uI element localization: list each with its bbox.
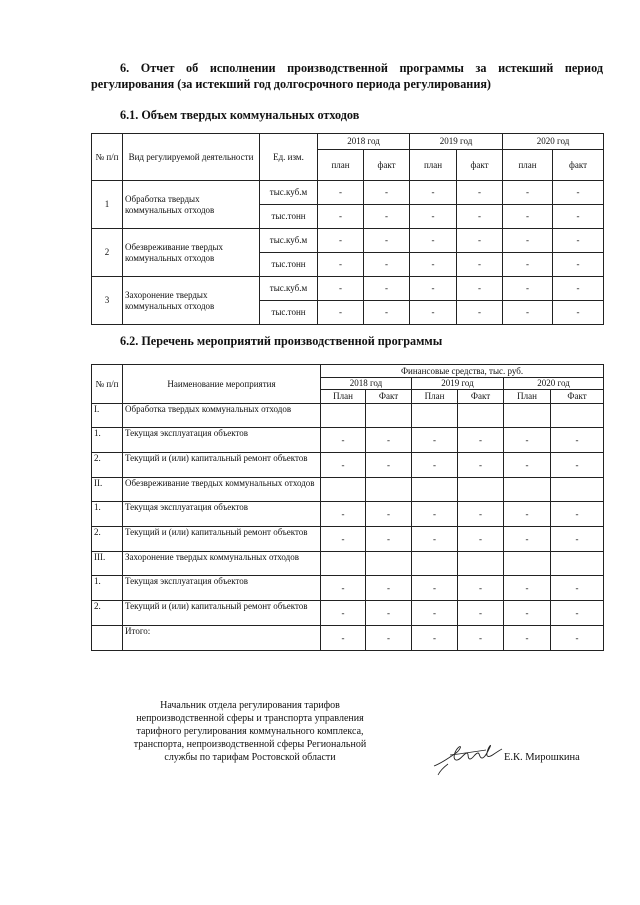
cell-value: - [551,527,604,552]
row-num: III. [92,552,123,576]
section-6-1-title: 6.1. Объем твердых коммунальных отходов [120,108,360,122]
cell-value: - [410,301,457,325]
header-plan: план [503,150,553,181]
cell-value: - [551,502,604,527]
cell-value: - [553,253,604,277]
cell-value: - [321,626,366,651]
cell-value: - [553,181,604,205]
cell-value: - [551,453,604,478]
cell-value: - [321,576,366,601]
cell-value: - [551,428,604,453]
row-measure: Обезвреживание твердых коммунальных отходов [123,478,321,502]
cell-value: - [364,181,410,205]
table-row [92,181,604,205]
cell-value: - [366,453,412,478]
cell-value: - [457,301,503,325]
row-activity: Обработка твердых коммунальных отходов [123,181,260,229]
cell-value: - [504,601,551,626]
cell-value [412,552,458,576]
cell-value: - [318,205,364,229]
cell-value: - [318,301,364,325]
header-plan: план [410,150,457,181]
cell-value: - [457,205,503,229]
section-6-2-title: 6.2. Перечень мероприятий производственной программы [120,334,443,348]
row-num: 1. [92,428,123,453]
cell-value: - [412,428,458,453]
cell-value [458,404,504,428]
cell-value: - [503,229,553,253]
cell-value: - [458,626,504,651]
row-num: 3 [92,277,123,325]
cell-value [321,404,366,428]
volume-table [91,133,604,325]
cell-value: - [412,453,458,478]
cell-value: - [364,277,410,301]
cell-value [504,404,551,428]
table-row [92,229,604,253]
section-6-title: 6. Отчет об исполнении производственной программы за истекший период регулирования (за истекший год долгосрочного периода регулирования) [91,61,603,91]
cell-value [458,478,504,502]
cell-value: - [504,428,551,453]
cell-value: - [503,205,553,229]
cell-value: - [553,205,604,229]
cell-value [412,478,458,502]
row-num: 2. [92,601,123,626]
row-unit: тыс.куб.м [260,277,318,301]
cell-value [458,552,504,576]
cell-value: - [412,502,458,527]
cell-value: - [366,601,412,626]
table-row [92,404,604,428]
row-measure: Захоронение твердых коммунальных отходов [123,552,321,576]
cell-value: - [364,301,410,325]
cell-value [504,552,551,576]
header-year: 2019 год [410,134,503,150]
cell-value: - [366,576,412,601]
cell-value: - [457,253,503,277]
cell-value: - [412,527,458,552]
cell-value: - [321,601,366,626]
row-measure: Текущая эксплуатация объектов [123,576,321,601]
cell-value [321,552,366,576]
position-line: службы по тарифам Ростовской области [164,752,336,763]
header-num: № п/п [92,365,123,404]
row-measure: Текущая эксплуатация объектов [123,428,321,453]
row-measure: Текущий и (или) капитальный ремонт объектов [123,601,321,626]
cell-value: - [551,576,604,601]
cell-value [321,478,366,502]
header-unit: Ед. изм. [260,134,318,181]
cell-value: - [551,601,604,626]
header-plan: План [504,390,551,404]
cell-value [366,404,412,428]
cell-value [551,478,604,502]
cell-value: - [410,277,457,301]
cell-value [412,404,458,428]
cell-value: - [321,502,366,527]
cell-value: - [318,181,364,205]
header-measure: Наименование мероприятия [123,365,321,404]
cell-value: - [458,527,504,552]
header-plan: План [321,390,366,404]
cell-value: - [364,253,410,277]
header-num: № п/п [92,134,123,181]
table-row [92,527,604,552]
header-year: 2020 год [504,378,604,390]
cell-value: - [504,626,551,651]
cell-value: - [553,229,604,253]
header-year: 2020 год [503,134,604,150]
cell-value: - [504,576,551,601]
row-num: 1. [92,502,123,527]
cell-value: - [458,428,504,453]
cell-value: - [410,229,457,253]
cell-value [366,552,412,576]
cell-value: - [457,229,503,253]
cell-value: - [412,601,458,626]
cell-value [504,478,551,502]
cell-value: - [412,626,458,651]
row-unit: тыс.куб.м [260,229,318,253]
table-row [92,502,604,527]
cell-value: - [551,626,604,651]
cell-value: - [503,253,553,277]
cell-value: - [321,428,366,453]
row-num: II. [92,478,123,502]
cell-value: - [412,576,458,601]
cell-value: - [366,527,412,552]
cell-value: - [366,428,412,453]
row-num: 1. [92,576,123,601]
row-num: 2. [92,453,123,478]
row-num: 1 [92,181,123,229]
row-measure: Текущий и (или) капитальный ремонт объектов [123,527,321,552]
row-measure: Текущий и (или) капитальный ремонт объектов [123,453,321,478]
cell-value: - [458,601,504,626]
cell-value: - [458,453,504,478]
cell-value: - [410,205,457,229]
table-row [92,453,604,478]
signatory-name: Е.К. Мирошкина [504,752,580,763]
cell-value: - [458,576,504,601]
header-year: 2018 год [321,378,412,390]
header-plan: план [318,150,364,181]
cell-value: - [366,626,412,651]
header-year: 2018 год [318,134,410,150]
table-row [92,601,604,626]
table-row [92,576,604,601]
cell-value: - [364,229,410,253]
table-row [92,277,604,301]
header-finance: Финансовые средства, тыс. руб. [321,365,604,378]
row-activity: Захоронение твердых коммунальных отходов [123,277,260,325]
cell-value: - [553,277,604,301]
cell-value [551,552,604,576]
cell-value: - [410,181,457,205]
table-row-total [92,626,604,651]
row-activity: Обезвреживание твердых коммунальных отходов [123,229,260,277]
header-plan: План [412,390,458,404]
cell-value: - [318,277,364,301]
position-line: непроизводственной сферы и транспорта управления [136,713,364,724]
cell-value: - [504,527,551,552]
row-unit: тыс.тонн [260,253,318,277]
row-num [92,626,123,651]
cell-value: - [503,181,553,205]
row-unit: тыс.тонн [260,205,318,229]
cell-value [366,478,412,502]
cell-value [551,404,604,428]
header-fact: Факт [458,390,504,404]
cell-value: - [321,527,366,552]
table-row [92,428,604,453]
header-activity: Вид регулируемой деятельности [123,134,260,181]
row-measure: Обработка твердых коммунальных отходов [123,404,321,428]
row-unit: тыс.тонн [260,301,318,325]
header-year: 2019 год [412,378,504,390]
row-unit: тыс.куб.м [260,181,318,205]
cell-value: - [318,253,364,277]
position-line: Начальник отдела регулирования тарифов [160,700,340,711]
cell-value: - [457,277,503,301]
header-fact: факт [364,150,410,181]
row-num: 2 [92,229,123,277]
header-fact: Факт [366,390,412,404]
cell-value: - [458,502,504,527]
measures-table [91,364,604,651]
cell-value: - [553,301,604,325]
cell-value: - [457,181,503,205]
cell-value: - [364,205,410,229]
row-measure: Текущая эксплуатация объектов [123,502,321,527]
cell-value: - [321,453,366,478]
table-row [92,478,604,502]
row-num: 2. [92,527,123,552]
cell-value: - [504,502,551,527]
cell-value: - [410,253,457,277]
header-fact: Факт [551,390,604,404]
header-fact: факт [553,150,604,181]
row-num: I. [92,404,123,428]
signatory-position [100,699,400,764]
handwritten-signature [430,733,505,778]
table-row [92,552,604,576]
cell-value: - [503,277,553,301]
cell-value: - [504,453,551,478]
header-fact: факт [457,150,503,181]
cell-value: - [366,502,412,527]
cell-value: - [318,229,364,253]
position-line: транспорта, непроизводственной сферы Региональной [133,739,367,750]
cell-value: - [503,301,553,325]
position-line: тарифного регулирования коммунального комплекса, [136,726,364,737]
row-measure: Итого: [123,626,321,651]
